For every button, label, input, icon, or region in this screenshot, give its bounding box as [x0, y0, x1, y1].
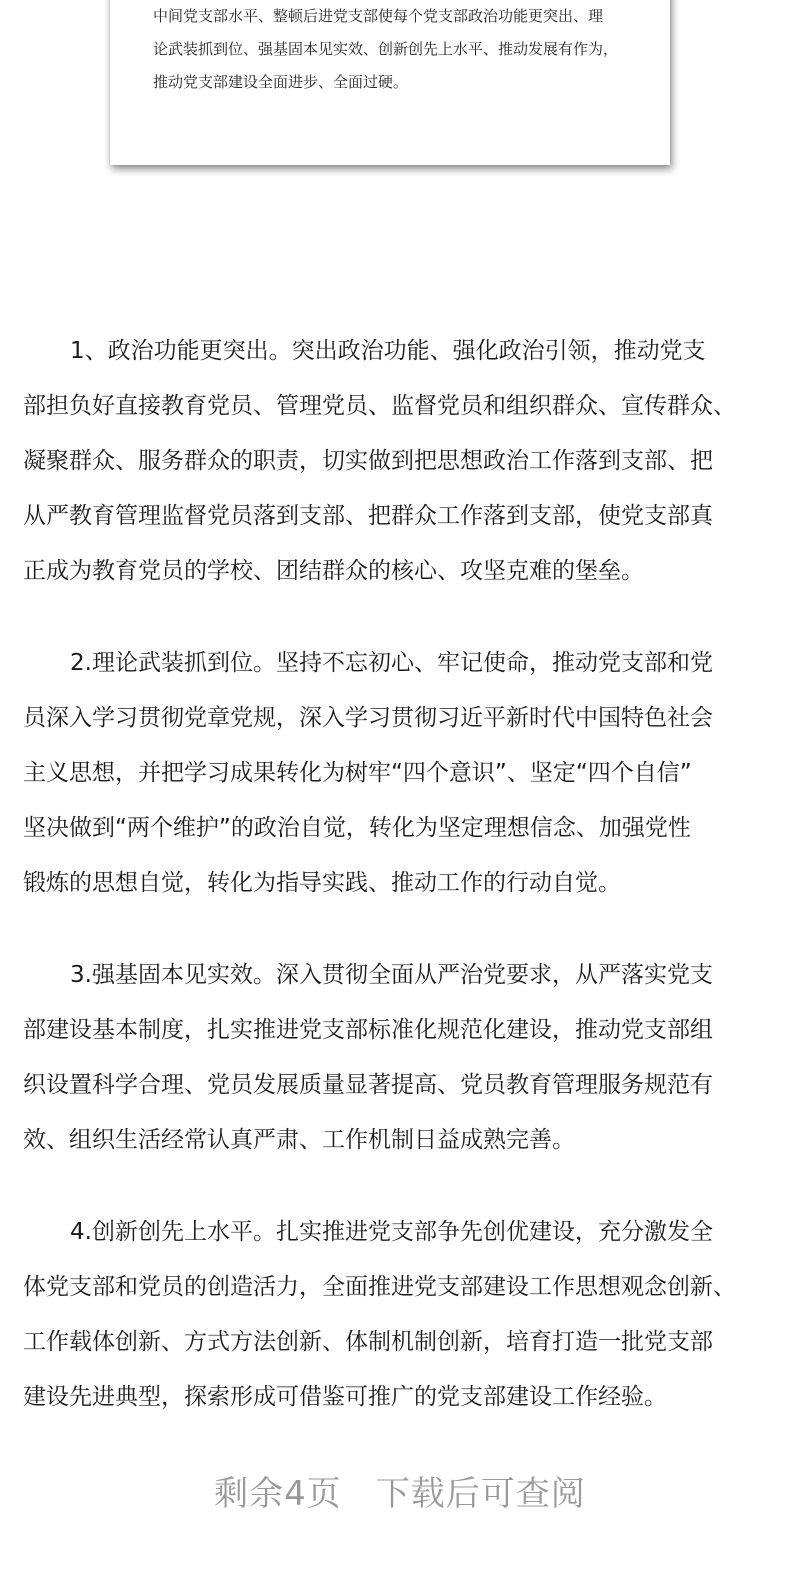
paragraph-line: 从严教育管理监督党员落到支部、把群众工作落到支部，使党支部真 [23, 503, 713, 529]
section-theory-study [23, 636, 783, 911]
download-prompt[interactable] [0, 1465, 800, 1515]
paragraph-line: 织设置科学合理、党员发展质量显著提高、党员教育管理服务规范有 [23, 1072, 713, 1098]
paragraph-line: 部建设基本制度，扎实推进党支部标准化规范化建设，推动党支部组 [23, 1017, 713, 1043]
preview-page-card [110, 0, 670, 165]
paragraph-line: 凝聚群众、服务群众的职责，切实做到把思想政治工作落到支部、把 [23, 448, 713, 474]
section-political-function [23, 324, 783, 599]
document-body [23, 324, 783, 1425]
paragraph-line: 体党支部和党员的创造活力，全面推进党支部建设工作思想观念创新、 [23, 1274, 736, 1300]
paragraph-line: 建设先进典型，探索形成可借鉴可推广的党支部建设工作经验。 [23, 1384, 667, 1410]
preview-line: 论武装抓到位、强基固本见实效、创新创先上水平、推动发展有作为， [153, 40, 619, 58]
paragraph-line: 锻炼的思想自觉，转化为指导实践、推动工作的行动自觉。 [23, 870, 621, 896]
preview-line: 中间党支部水平、整顿后进党支部使每个党支部政治功能更突出、理 [153, 7, 604, 25]
paragraph-line: 主义思想，并把学习成果转化为树牢“四个意识”、坚定“四个自信” [23, 760, 692, 786]
section-innovation [23, 1205, 783, 1425]
paragraph-line: 3.强基固本见实效。深入贯彻全面从严治党要求，从严落实党支 [70, 962, 713, 988]
paragraph-line: 2.理论武装抓到位。坚持不忘初心、牢记使命，推动党支部和党 [70, 650, 713, 676]
paragraph-line: 工作载体创新、方式方法创新、体制机制创新，培育打造一批党支部 [23, 1329, 713, 1355]
paragraph-line: 坚决做到“两个维护”的政治自觉，转化为坚定理想信念、加强党性 [23, 815, 691, 841]
section-foundation [23, 948, 783, 1168]
paragraph-line: 效、组织生活经常认真严肃、工作机制日益成熟完善。 [23, 1127, 575, 1153]
preview-line: 推动党支部建设全面进步、全面过硬。 [153, 73, 409, 91]
paragraph-line: 员深入学习贯彻党章党规，深入学习贯彻习近平新时代中国特色社会 [23, 705, 713, 731]
paragraph-line: 正成为教育党员的学校、团结群众的核心、攻坚克难的堡垒。 [23, 558, 644, 584]
preview-page-text [153, 0, 653, 99]
paragraph-line: 1、政治功能更突出。突出政治功能、强化政治引领，推动党支 [70, 338, 706, 364]
paragraph-line: 4.创新创先上水平。扎实推进党支部争先创优建设，充分激发全 [70, 1219, 713, 1245]
paragraph-line: 部担负好直接教育党员、管理党员、监督党员和组织群众、宣传群众、 [23, 393, 736, 419]
download-hint-label: 下载后可查阅 [375, 1473, 586, 1514]
remaining-pages-label: 剩余4页 [214, 1473, 342, 1514]
